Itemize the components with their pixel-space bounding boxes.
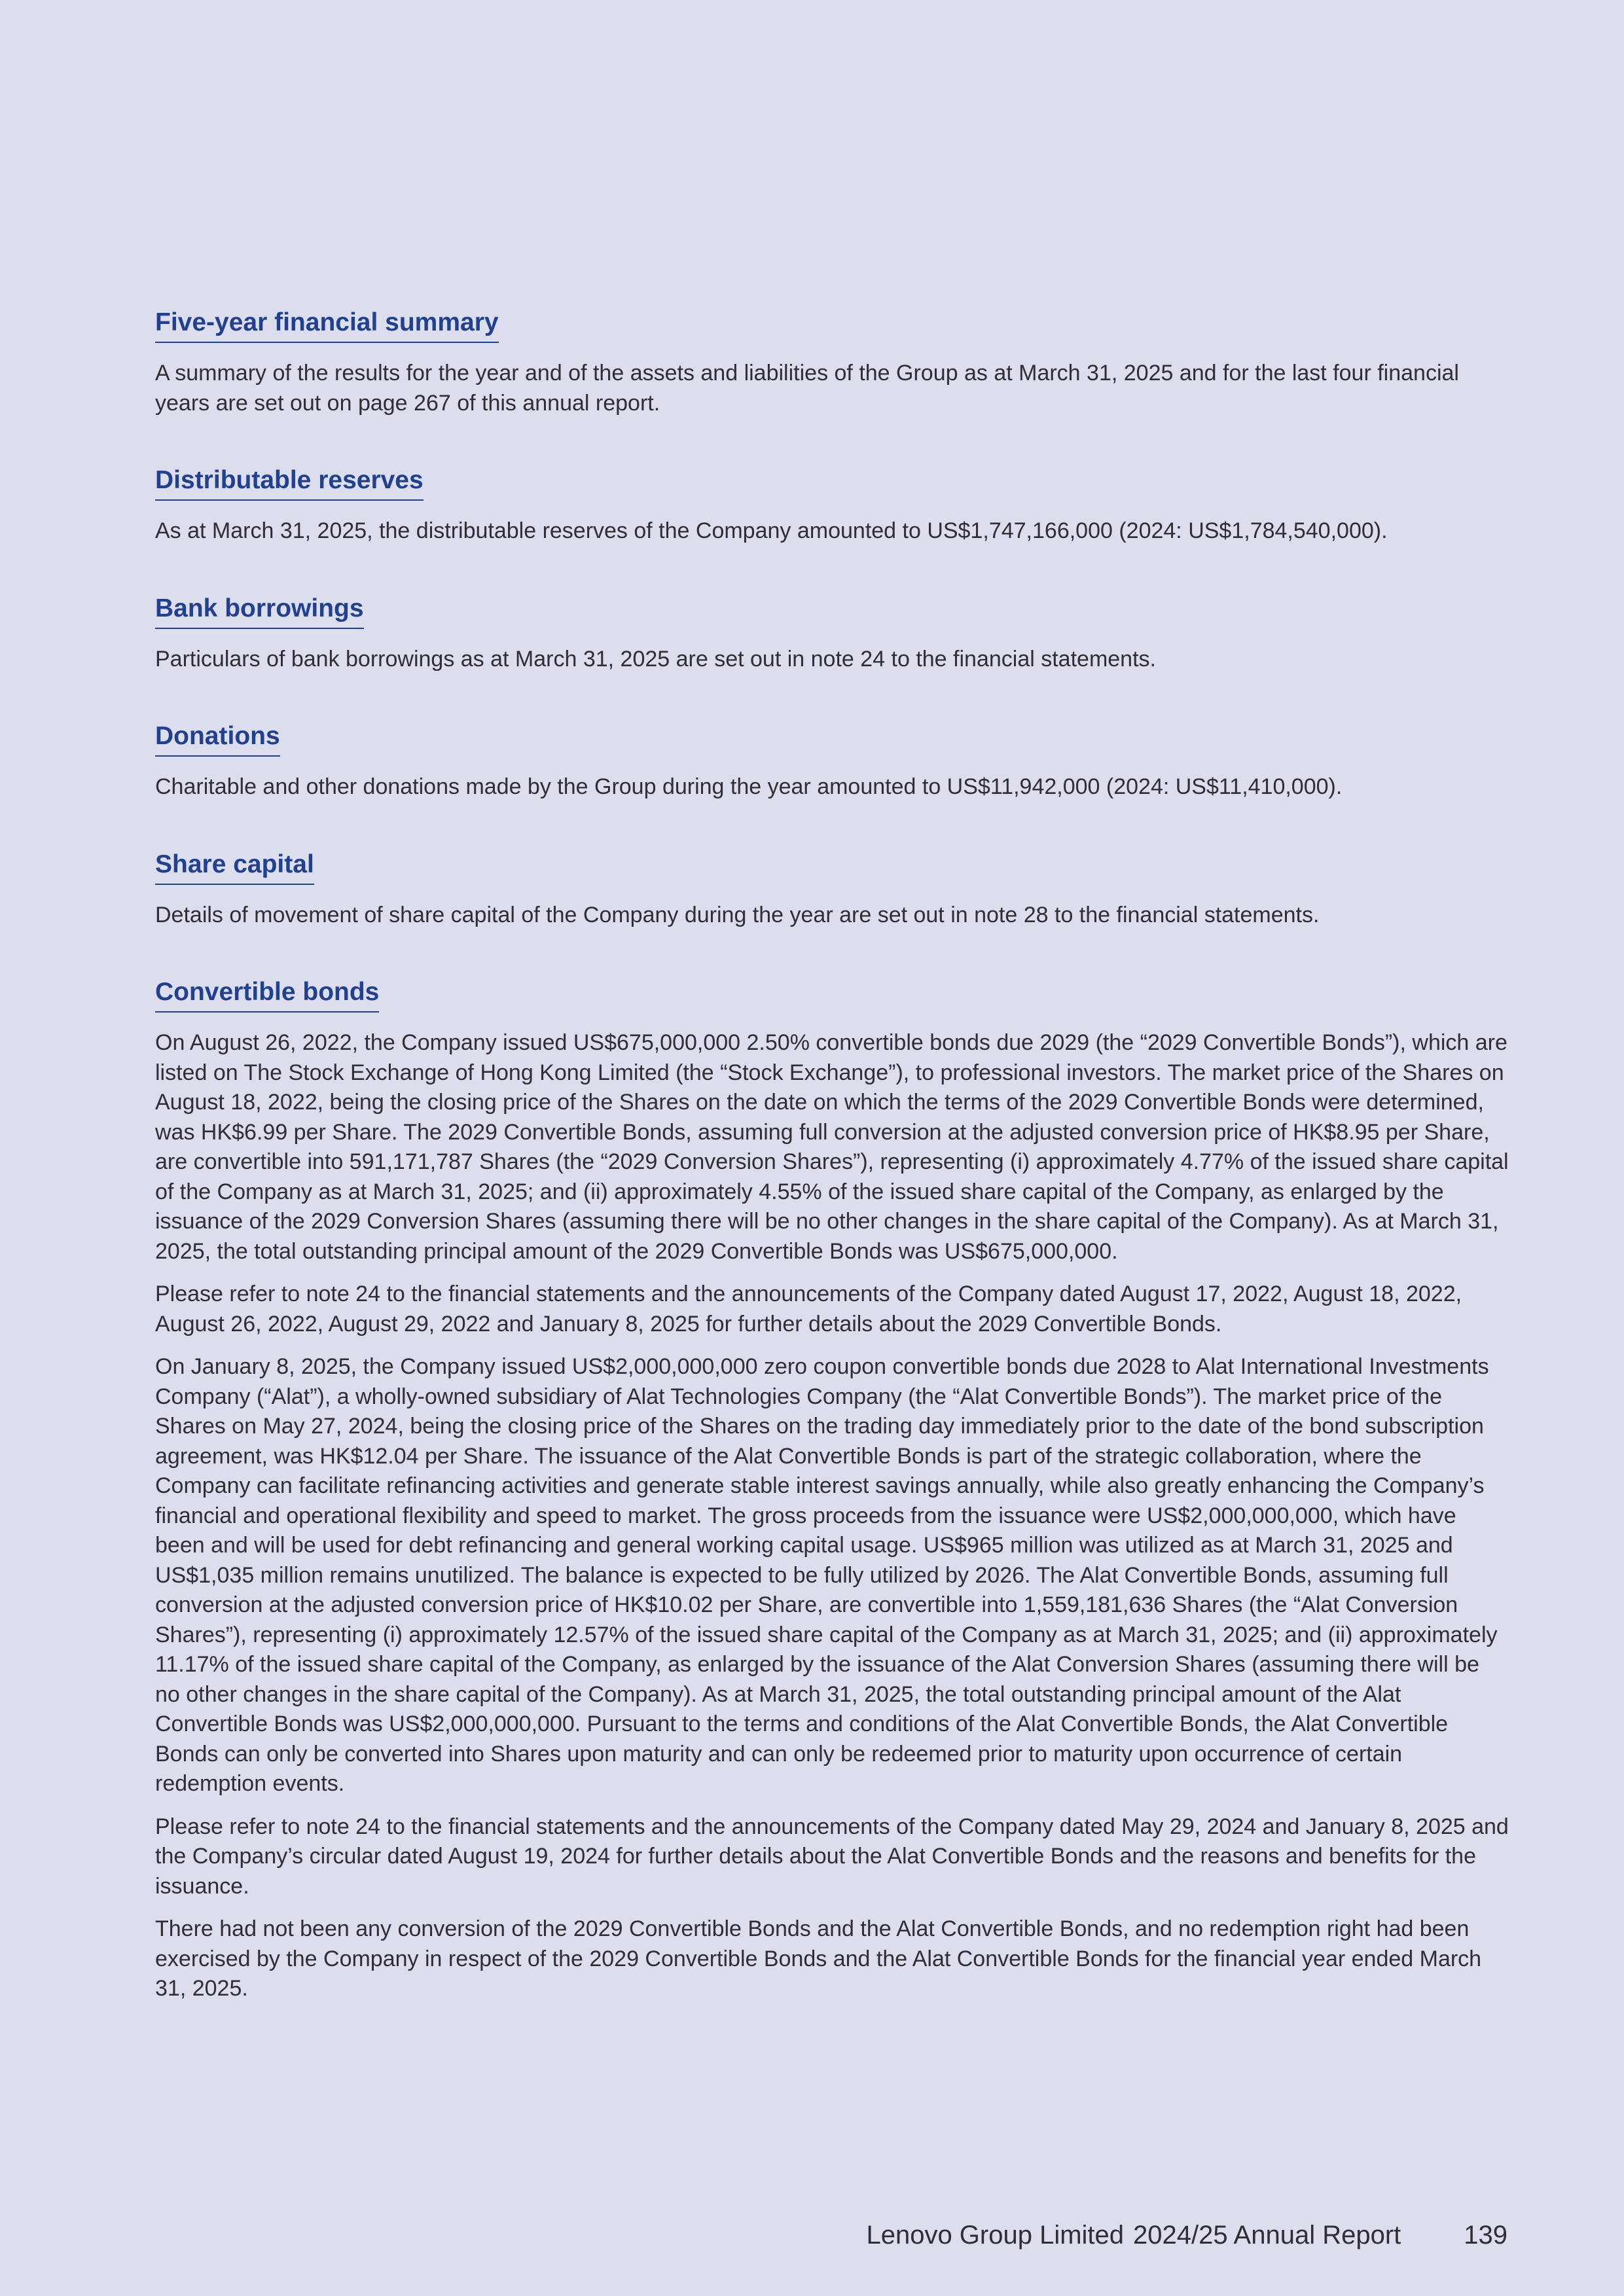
section-heading: Five-year financial summary — [155, 306, 499, 343]
section-share-capital — [155, 848, 1510, 931]
section-paragraph: A summary of the results for the year and of the assets and liabilities of the Group as at March 31, 2025 and for the last four financial years are set out on page 267 of this annual report. — [155, 361, 1459, 416]
section-heading: Distributable reserves — [155, 464, 424, 501]
section-heading: Donations — [155, 720, 280, 757]
section-paragraph: Please refer to note 24 to the financial statements and the announcements of the Company dated August 17, 2022, August 18, 2022, August 26, 2022, August 29, 2022 and January 8, 2025 for further details about the 2029 Convertible Bonds. — [155, 1282, 1462, 1336]
footer-page-number: 139 — [1464, 2221, 1507, 2250]
section-paragraph: Please refer to note 24 to the financial statements and the announcements of the Company dated May 29, 2024 and January 8, 2025 and the Company’s circular dated August 19, 2024 for further details about the Alat Convertible Bonds and the reasons and benefits for the issuance. — [155, 1814, 1509, 1899]
footer-company-name: Lenovo Group Limited — [866, 2221, 1125, 2250]
section-distributable-reserves — [155, 464, 1510, 547]
section-heading: Bank borrowings — [155, 592, 364, 629]
section-paragraph: As at March 31, 2025, the distributable reserves of the Company amounted to US$1,747,166,000 (2024: US$1,784,540,000). — [155, 518, 1388, 543]
section-paragraph: Particulars of bank borrowings as at March 31, 2025 are set out in note 24 to the financial statements. — [155, 646, 1156, 672]
section-five-year-financial-summary — [155, 306, 1510, 418]
page-footer — [866, 2219, 1507, 2251]
page-content — [155, 306, 1510, 2050]
section-donations — [155, 720, 1510, 802]
section-bank-borrowings — [155, 592, 1510, 675]
section-paragraph: On August 26, 2022, the Company issued US$675,000,000 2.50% convertible bonds due 2029 (the “2029 Convertible Bonds”), which are listed on The Stock Exchange of Hong Kong Limited (the “Stock Exchange”), to professional investors. The market price of the Shares on August 18, 2022, being the closing price of the Shares on the date on which the terms of the 2029 Convertible Bonds were determined, was HK$6.99 per Share. The 2029 Convertible Bonds, assuming full conversion at the adjusted conversion price of HK$8.95 per Share, are convertible into 591,171,787 Shares (the “2029 Conversion Shares”), representing (i) approximately 4.77% of the issued share capital of the Company as at March 31, 2025; and (ii) approximately 4.55% of the issued share capital of the Company, as enlarged by the issuance of the 2029 Conversion Shares (assuming there will be no other changes in the share capital of the Company). As at March 31, 2025, the total outstanding principal amount of the 2029 Convertible Bonds was US$675,000,000. — [155, 1030, 1509, 1264]
footer-report-title: 2024/25 Annual Report — [1133, 2221, 1401, 2250]
section-paragraph: Charitable and other donations made by the Group during the year amounted to US$11,942,000 (2024: US$11,410,000). — [155, 774, 1343, 799]
section-heading: Convertible bonds — [155, 976, 379, 1013]
section-paragraph: Details of movement of share capital of the Company during the year are set out in note 28 to the financial statements. — [155, 902, 1320, 927]
section-convertible-bonds — [155, 976, 1510, 2004]
section-paragraph: There had not been any conversion of the 2029 Convertible Bonds and the Alat Convertible Bonds, and no redemption right had been exercised by the Company in respect of the 2029 Convertible Bonds and the Alat Convertible Bonds for the financial year ended March 31, 2025. — [155, 1916, 1482, 2001]
section-heading: Share capital — [155, 848, 314, 885]
section-paragraph: On January 8, 2025, the Company issued US$2,000,000,000 zero coupon convertible bonds due 2028 to Alat International Investments Company (“Alat”), a wholly-owned subsidiary of Alat Technologies Company (the “Alat Convertible Bonds”). The market price of the Shares on May 27, 2024, being the closing price of the Shares on the trading day immediately prior to the date of the bond subscription agreement, was HK$12.04 per Share. The issuance of the Alat Convertible Bonds is part of the strategic collaboration, where the Company can facilitate refinancing activities and generate stable interest savings annually, while also greatly enhancing the Company’s financial and operational flexibility and speed to market. The gross proceeds from the issuance were US$2,000,000,000, which have been and will be used for debt refinancing and general working capital usage. US$965 million was utilized as at March 31, 2025 and US$1,035 million remains unutilized. The balance is expected to be fully utilized by 2026. The Alat Convertible Bonds, assuming full conversion at the adjusted conversion price of HK$10.02 per Share, are convertible into 1,559,181,636 Shares (the “Alat Conversion Shares”), representing (i) approximately 12.57% of the issued share capital of the Company as at March 31, 2025; and (ii) approximately 11.17% of the issued share capital of the Company, as enlarged by the issuance of the Alat Conversion Shares (assuming there will be no other changes in the share capital of the Company). As at March 31, 2025, the total outstanding principal amount of the Alat Convertible Bonds was US$2,000,000,000. Pursuant to the terms and conditions of the Alat Convertible Bonds, the Alat Convertible Bonds can only be converted into Shares upon maturity and can only be redeemed prior to maturity upon occurrence of certain redemption events. — [155, 1354, 1498, 1796]
